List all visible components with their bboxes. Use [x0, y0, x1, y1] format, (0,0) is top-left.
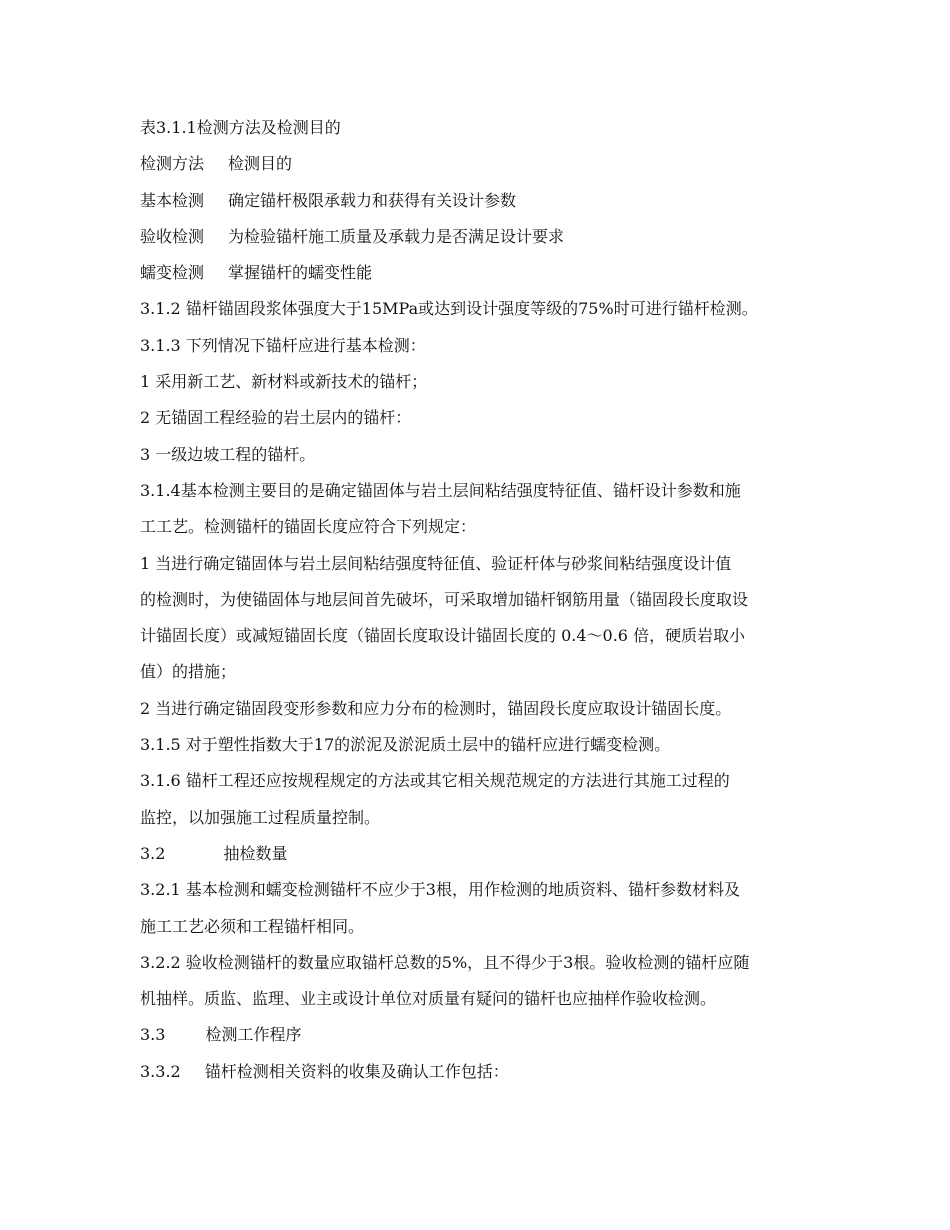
table-cell-purpose: 确定锚杆极限承载力和获得有关设计参数 [228, 190, 517, 210]
table-cell-method: 基本检测 [140, 190, 205, 210]
table-header-row [140, 146, 820, 182]
table-header-method: 检测方法 [140, 154, 205, 174]
table-cell-purpose: 为检验锚杆施工质量及承载力是否满足设计要求 [228, 226, 565, 246]
paragraph-line: 的检测时，为使锚固体与地层间首先破坏，可采取增加锚杆钢筋用量（锚固段长度取设 [140, 589, 749, 609]
section-title: 锚杆检测相关资料的收集及确认工作包括： [204, 1061, 509, 1081]
table-row [140, 183, 820, 219]
paragraph-line: 计锚固长度）或减短锚固长度（锚固长度取设计锚固长度的 0.4～0.6 倍，硬质岩取小 [140, 626, 746, 646]
document-page [140, 110, 820, 1090]
list-item: 2 无锚固工程经验的岩土层内的锚杆： [140, 408, 412, 428]
list-item: 1 采用新工艺、新材料或新技术的锚杆； [140, 372, 428, 392]
table-cell-method: 蠕变检测 [140, 263, 205, 283]
section-number: 3.3.2 [140, 1061, 181, 1081]
paragraph-line: 监控，以加强施工过程质量控制。 [140, 807, 381, 827]
paragraph-line: 3.1.4基本检测主要目的是确定锚固体与岩土层间粘结强度特征值、锚杆设计参数和施 [140, 480, 741, 500]
section-title: 检测工作程序 [205, 1025, 302, 1045]
paragraph-line: 工工艺。检测锚杆的锚固长度应符合下列规定： [140, 517, 477, 537]
section-title: 抽检数量 [223, 843, 288, 863]
list-item: 2 当进行确定锚固段变形参数和应力分布的检测时，锚固段长度应取设计锚固长度。 [140, 698, 732, 718]
paragraph-line: 3.2.1 基本检测和蠕变检测锚杆不应少于3根，用作检测的地质资料、锚杆参数材料及 [140, 880, 740, 900]
table-cell-purpose: 掌握锚杆的蠕变性能 [228, 263, 373, 283]
table-header-purpose: 检测目的 [228, 154, 293, 174]
table-row [140, 219, 820, 255]
paragraph-line: 3.1.2 锚杆锚固段浆体强度大于15MPa或达到设计强度等级的75%时可进行锚杆检测。 [140, 299, 758, 319]
table-row [140, 255, 820, 291]
paragraph-line: 3.2.2 验收检测锚杆的数量应取锚杆总数的5%，且不得少于3根。验收检测的锚杆应随 [140, 952, 750, 972]
section-number: 3.3 [140, 1025, 166, 1045]
paragraph-line: 值）的措施； [140, 662, 237, 682]
paragraph-line: 3.1.5 对于塑性指数大于17的淤泥及淤泥质土层中的锚杆应进行蠕变检测。 [140, 735, 671, 755]
paragraph-line: 3.1.6 锚杆工程还应按规程规定的方法或其它相关规范规定的方法进行其施工过程的 [140, 771, 730, 791]
paragraph-line: 机抽样。质监、监理、业主或设计单位对质量有疑问的锚杆也应抽样作验收检测。 [140, 989, 717, 1009]
list-item: 3 一级边坡工程的锚杆。 [140, 444, 316, 464]
table-title: 表3.1.1检测方法及检测目的 [140, 118, 341, 137]
table-cell-method: 验收检测 [140, 226, 205, 246]
section-number: 3.2 [140, 843, 166, 863]
section-heading-3-3-2 [140, 1054, 820, 1090]
paragraph-line: 施工工艺必须和工程锚杆相同。 [140, 916, 365, 936]
section-heading-3-2 [140, 836, 820, 872]
list-item: 1 当进行确定锚固体与岩土层间粘结强度特征值、验证杆体与砂浆间粘结强度设计值 [140, 553, 732, 573]
section-heading-3-3 [140, 1017, 820, 1053]
paragraph-line: 3.1.3 下列情况下锚杆应进行基本检测： [140, 335, 426, 355]
